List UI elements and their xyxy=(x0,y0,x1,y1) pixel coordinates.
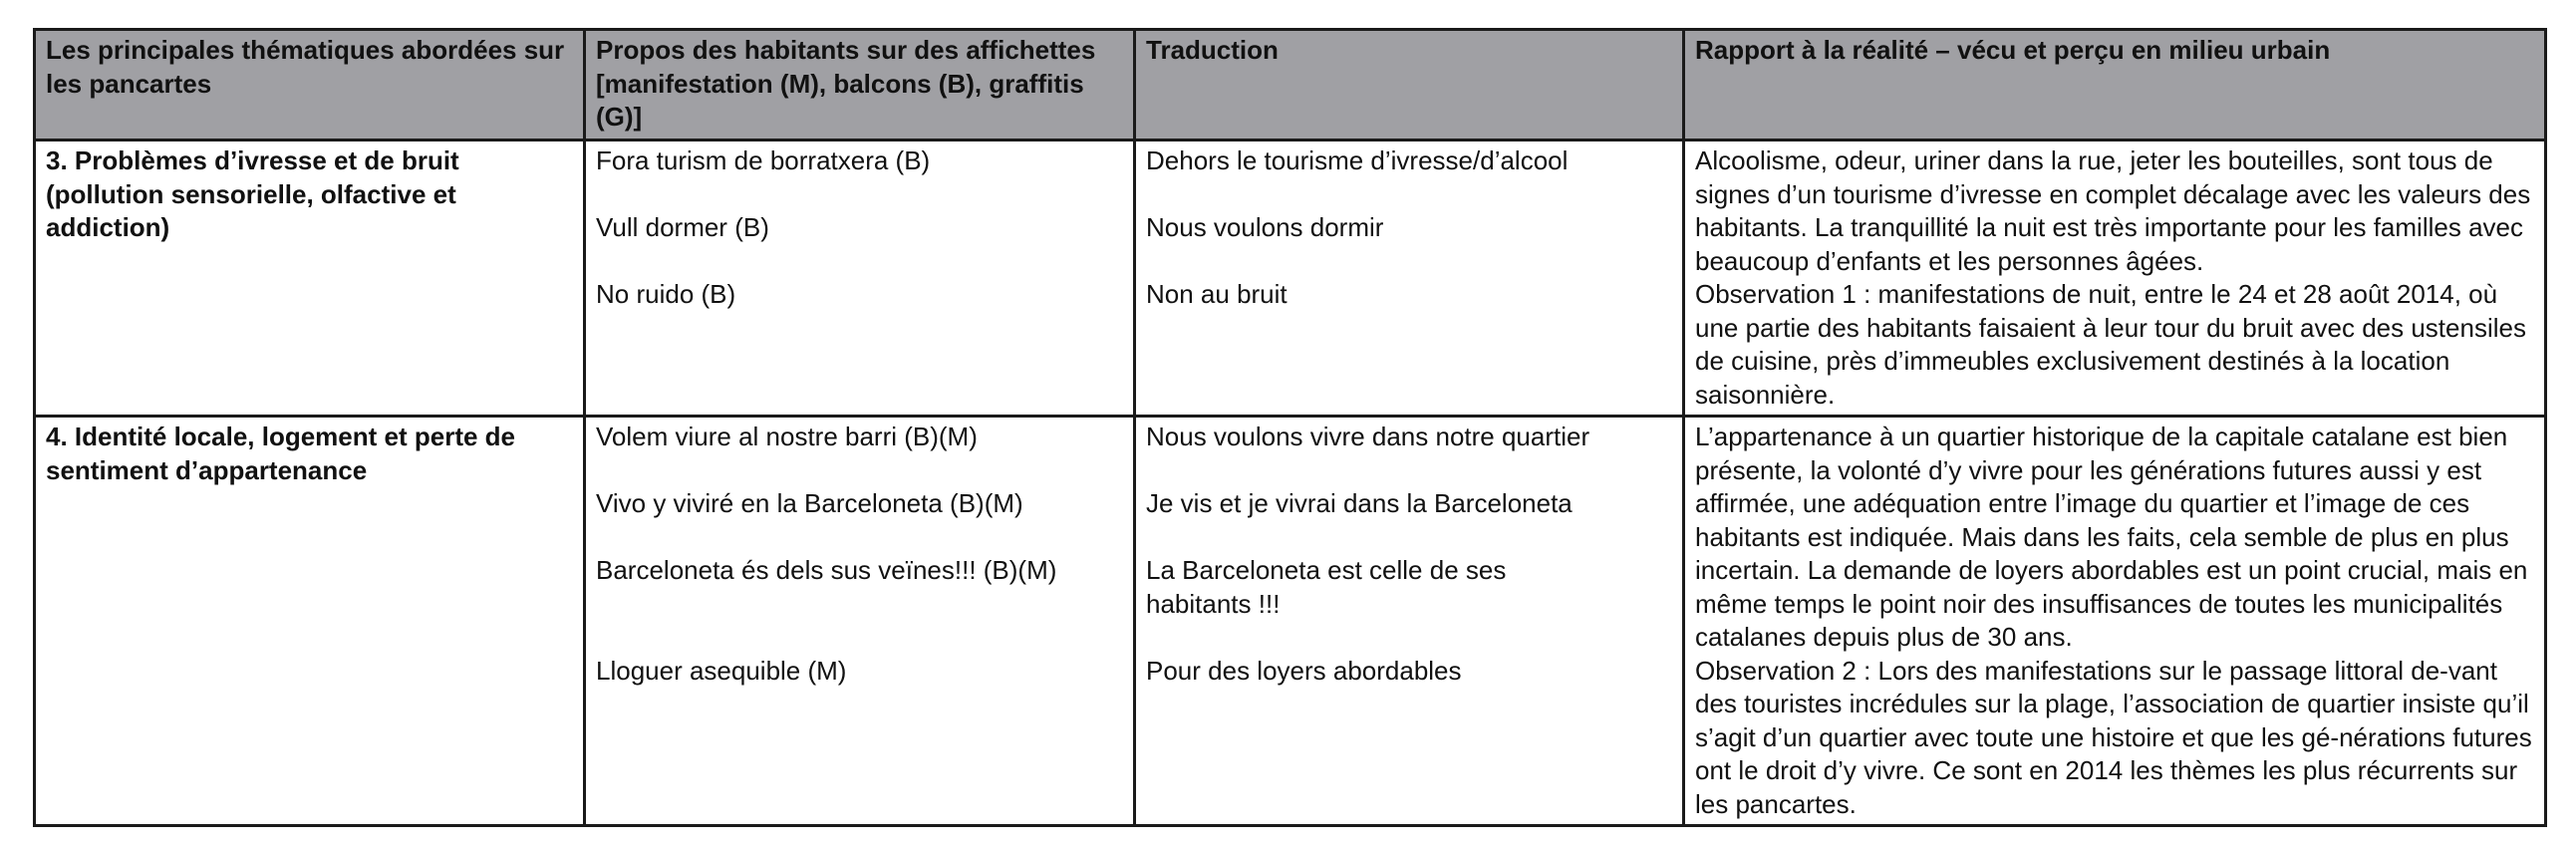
translation-item: Dehors le tourisme d’ivresse/d’alcool xyxy=(1146,145,1569,175)
translation-item: Nous voulons dormir xyxy=(1146,212,1384,242)
translations-cell xyxy=(1135,417,1684,826)
translation-item: Pour des loyers abordables xyxy=(1146,655,1462,686)
thematics-table xyxy=(33,28,2547,827)
translation-item: Non au bruit xyxy=(1146,279,1288,309)
translation-item: Nous voulons vivre dans notre quartier xyxy=(1146,422,1590,451)
quote-item: Vull dormer (B) xyxy=(596,212,769,242)
quote-item: Barceloneta és dels sus veïnes!!! (B)(M) xyxy=(596,555,1057,585)
header-row xyxy=(35,30,2546,141)
quote-item: Lloguer asequible (M) xyxy=(596,655,847,686)
reality-cell xyxy=(1684,141,2546,417)
table-row xyxy=(35,417,2546,826)
reality-paragraph: L’appartenance à un quartier historique de la capitale catalane est bien présente, la volonté d’y vivre pour les générations futures aussi y est affirmée, une adéquation entre l’image du quartier et l’image de ces habitants est indiquée. Mais dans les faits, cela semble de plus en plus incertain. La demande de loyers abordables est un point crucial, mais en même temps le point noir des insuffisances de toutes les municipalités catalanes depuis plus de 30 ans. xyxy=(1695,422,2528,652)
header-translation: Traduction xyxy=(1135,30,1684,141)
theme-cell: 4. Identité locale, logement et perte de sentiment d’appartenance xyxy=(35,417,585,826)
header-themes: Les principales thématiques abordées sur les pancartes xyxy=(35,30,585,141)
quotes-cell xyxy=(585,417,1135,826)
header-reality: Rapport à la réalité – vécu et perçu en milieu urbain xyxy=(1684,30,2546,141)
reality-paragraph: Alcoolisme, odeur, uriner dans la rue, jeter les bouteilles, sont tous de signes d’un tourisme d’ivresse en complet décalage avec les valeurs des habitants. La tranquillité la nuit est très importante pour les familles avec beaucoup d’enfants et les personnes âgées. xyxy=(1695,145,2531,276)
observation-paragraph: Observation 1 : manifestations de nuit, entre le 24 et 28 août 2014, où une partie des habitants faisaient à leur tour du bruit avec des ustensiles de cuisine, près d’immeubles exclusivement destinés à la location saisonnière. xyxy=(1695,279,2526,410)
theme-cell: 3. Problèmes d’ivresse et de bruit (pollution sensorielle, olfactive et addiction) xyxy=(35,141,585,417)
translation-item: Je vis et je vivrai dans la Barceloneta xyxy=(1146,488,1573,518)
table-row xyxy=(35,141,2546,417)
reality-cell xyxy=(1684,417,2546,826)
quote-item: No ruido (B) xyxy=(596,279,736,309)
translation-item: La Barceloneta est celle de ses habitants !!! xyxy=(1146,555,1507,619)
quote-item: Volem viure al nostre barri (B)(M) xyxy=(596,422,978,451)
quote-item: Fora turism de borratxera (B) xyxy=(596,145,931,175)
observation-paragraph: Observation 2 : Lors des manifestations sur le passage littoral de-vant des touristes incrédules sur la plage, l’association de quartier insiste qu’il s’agit d’un quartier avec toute une histoire et que les gé-nérations futures ont le droit d’y vivre. Ce sont en 2014 les thèmes les plus récurrents sur les pancartes. xyxy=(1695,655,2532,819)
header-quotes: Propos des habitants sur des affichettes [manifestation (M), balcons (B), graffitis (G)] xyxy=(585,30,1135,141)
translations-cell xyxy=(1135,141,1684,417)
quotes-cell xyxy=(585,141,1135,417)
quote-item: Vivo y viviré en la Barceloneta (B)(M) xyxy=(596,488,1023,518)
